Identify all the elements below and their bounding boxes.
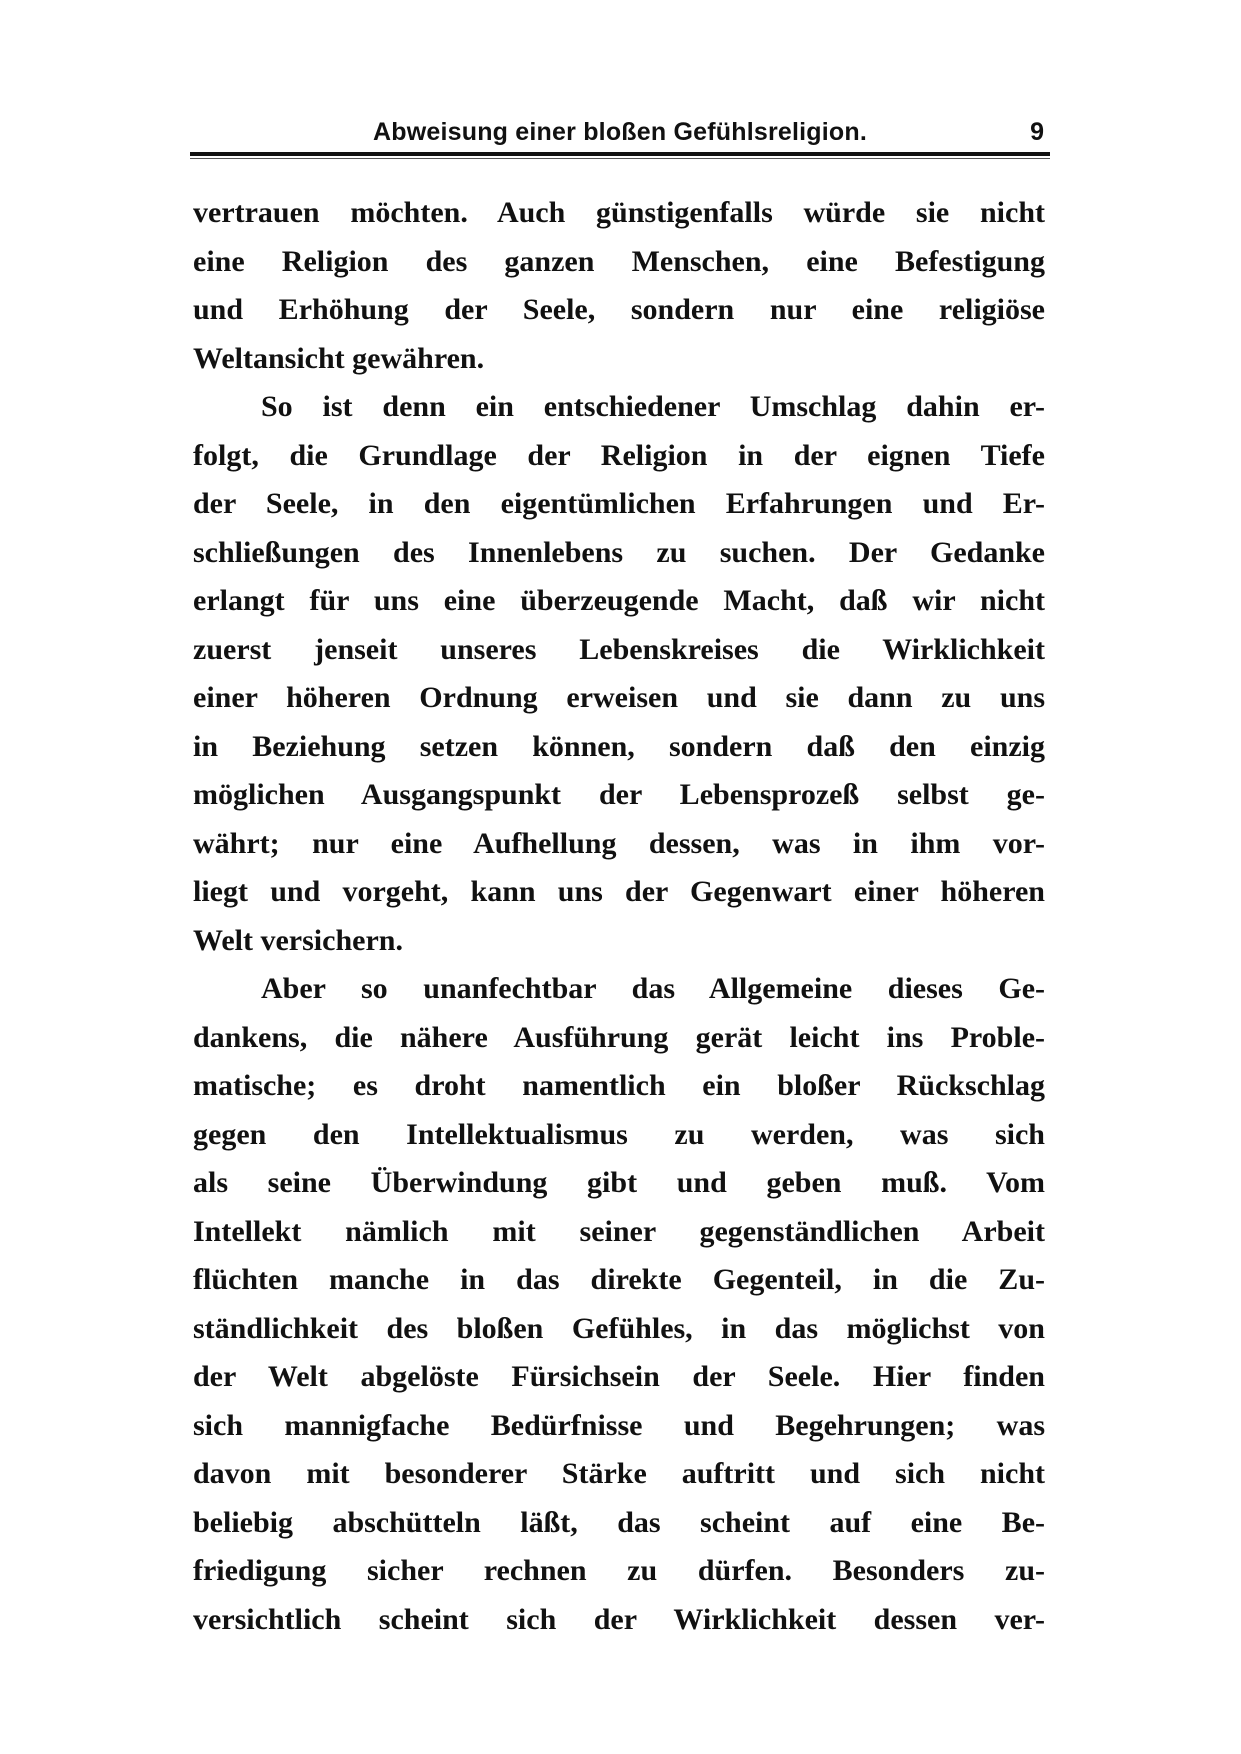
header-rule-thin bbox=[190, 158, 1050, 159]
text-line: währt; nur eine Aufhellung dessen, was in ihm vor- bbox=[193, 826, 1045, 860]
text-line: friedigung sicher rechnen zu dürfen. Besonders zu- bbox=[193, 1554, 1045, 1587]
text-line: liegt und vorgeht, kann uns der Gegenwart einer höheren bbox=[193, 875, 1045, 908]
text-line: möglichen Ausgangspunkt der Lebensprozeß selbst ge- bbox=[193, 778, 1045, 811]
text-line: flüchten manche in das direkte Gegenteil, in die Zu- bbox=[193, 1263, 1045, 1296]
text-line: sich mannigfache Bedürfnisse und Begehrungen; was bbox=[193, 1408, 1045, 1442]
text-line: ständlichkeit des bloßen Gefühles, in das möglichst von bbox=[193, 1311, 1045, 1345]
text-line: und Erhöhung der Seele, sondern nur eine religiöse bbox=[193, 293, 1045, 326]
text-line: der Welt abgelöste Fürsichsein der Seele. Hier finden bbox=[193, 1360, 1045, 1393]
text-line: vertrauen möchten. Auch günstigenfalls würde sie nicht bbox=[193, 196, 1045, 229]
text-line: eine Religion des ganzen Menschen, eine Befestigung bbox=[193, 244, 1045, 278]
text-line: in Beziehung setzen können, sondern daß den einzig bbox=[193, 729, 1045, 763]
text-line: der Seele, in den eigentümlichen Erfahrungen und Er- bbox=[193, 487, 1045, 520]
page-number: 9 bbox=[1030, 118, 1044, 146]
running-title: Abweisung einer bloßen Gefühlsreligion. bbox=[373, 118, 867, 146]
text-line: folgt, die Grundlage der Religion in der eignen Tiefe bbox=[193, 438, 1045, 472]
text-line: Intellekt nämlich mit seiner gegenständlichen Arbeit bbox=[193, 1214, 1045, 1248]
body-text bbox=[193, 189, 1045, 1644]
text-line: Aber so unanfechtbar das Allgemeine dieses Ge- bbox=[261, 972, 1045, 1005]
text-line: als seine Überwindung gibt und geben muß. Vom bbox=[193, 1166, 1045, 1199]
text-line: davon mit besonderer Stärke auftritt und sich nicht bbox=[193, 1457, 1045, 1490]
text-line: Weltansicht gewähren. bbox=[193, 341, 485, 375]
header-rule bbox=[190, 152, 1050, 156]
text-line: dankens, die nähere Ausführung gerät leicht ins Proble- bbox=[193, 1020, 1045, 1054]
text-line: erlangt für uns eine überzeugende Macht, daß wir nicht bbox=[193, 584, 1045, 617]
running-head bbox=[190, 118, 1050, 154]
text-line: versichtlich scheint sich der Wirklichkeit dessen ver- bbox=[193, 1602, 1045, 1636]
text-line: matische; es droht namentlich ein bloßer Rückschlag bbox=[193, 1069, 1045, 1102]
text-line: Welt versichern. bbox=[193, 923, 403, 957]
text-line: einer höheren Ordnung erweisen und sie dann zu uns bbox=[193, 681, 1045, 714]
text-line: So ist denn ein entschiedener Umschlag dahin er- bbox=[261, 390, 1045, 423]
text-line: schließungen des Innenlebens zu suchen. Der Gedanke bbox=[193, 535, 1045, 569]
text-line: zuerst jenseit unseres Lebenskreises die Wirklichkeit bbox=[193, 632, 1045, 666]
text-line: gegen den Intellektualismus zu werden, was sich bbox=[193, 1117, 1045, 1151]
text-line: beliebig abschütteln läßt, das scheint auf eine Be- bbox=[193, 1505, 1045, 1539]
